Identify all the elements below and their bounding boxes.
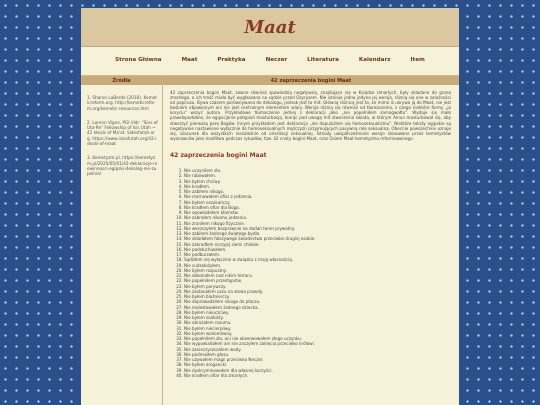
sources-sidebar: [81, 76, 163, 405]
confession-item: 22. Nie popełniłem przestępstw.: [184, 278, 451, 283]
site-header: [81, 8, 459, 47]
confession-item: 16. Nie podsłuchiwałem.: [184, 247, 451, 252]
main-content: [163, 76, 459, 405]
confession-item: 37. Nie używałem magii przeciwko Neczer.: [184, 357, 451, 362]
confession-item: 13. Nie zabiłem żadnego świętego bydła.: [184, 231, 451, 236]
nav-praktyka[interactable]: Praktyka: [217, 57, 246, 63]
site-title: Maat: [244, 16, 296, 38]
confession-item: 18. Sądziłem się wyłącznie w związku z moją własnością.: [184, 257, 451, 262]
confession-item: 32. Nie byłem wielomówny.: [184, 331, 451, 336]
nav-maat[interactable]: Maat: [181, 57, 198, 63]
confession-item: 6. Nie marnowałem ofiar z jedzenia.: [184, 194, 451, 199]
confession-item: 15. Nie zakradłem niczyjej ziemi chlebie.: [184, 242, 451, 247]
list-title: 42 zaprzeczenia bogini Maat: [170, 151, 267, 159]
confession-item: 1. Nie uczyniłem zła.: [184, 168, 451, 173]
confession-item: 29. Nie byłem osobisty.: [184, 315, 451, 320]
confession-item: 24. Nie zastanałem uszu na słowa prawdy.: [184, 289, 451, 294]
confession-item: 25. Nie byłem bluźnierczy.: [184, 294, 451, 299]
source-item[interactable]: 3. Kemetyzm.pl. https://kemetyzm.pl/2025/05/01/42-deklaracje-niewinnosci-egipski-dekalog-nie-zupelnie/: [87, 155, 158, 177]
confession-item: 20. Nie byłem rozpustny.: [184, 268, 451, 273]
confession-item: 12. Nie wkroczyłem bezprawnie na dadań teren prywatny.: [184, 226, 451, 231]
confession-item: 19. Nie cudzołożyłem.: [184, 263, 451, 268]
sources-heading: Źródła: [81, 76, 162, 85]
main-heading: 42 zaprzeczenia bogini Maat: [163, 76, 459, 85]
page-container: [81, 8, 459, 405]
confession-item: 33. Nie popełniłem zła, ani nie obserwowałem złego uczynku.: [184, 336, 451, 341]
confession-item: 28. Nie byłem nieuczciwy.: [184, 310, 451, 315]
confession-item: 36. Nie podnosiłem głosu.: [184, 352, 451, 357]
nav-home[interactable]: Strona Główna: [115, 57, 162, 63]
confession-item: 4. Nie kradłem.: [184, 184, 451, 189]
confession-item: 2. Nie rabowałem.: [184, 173, 451, 178]
confession-item: 40. Nie kradłem ofiar dla zmarłych.: [184, 373, 451, 378]
confession-item: 14. Nie składałem fałszywego świadectwa przeciwko drugiej osobie.: [184, 236, 451, 241]
nav-kalendarz[interactable]: Kalendarz: [358, 57, 391, 63]
article-body: [163, 85, 459, 378]
confession-item: 3. Nie byłem chciwy.: [184, 179, 451, 184]
sources-list: [81, 95, 162, 177]
nav-literatura[interactable]: Literatura: [307, 57, 339, 63]
confession-item: 7. Nie byłem oszukańczy.: [184, 200, 451, 205]
confession-item: 38. Nie byłem arogancki.: [184, 362, 451, 367]
confessions-list: [170, 168, 451, 378]
confession-item: 9. Nie opowiadałem kłamstw.: [184, 210, 451, 215]
intro-paragraph: 42 zaprzeczenia bogini Maat, zwane również spowiedzią negatywną, znajdujące się w Księdze Umarłych, były składane do grona zmarłego, a ich treść miała być wygłaszana na sądzie przed Ozyrysem. Nie istnieje jedna jedyna jej wersja, różnią się one w zależności od papirusu. Bywa czasem porównywana do dekalogu, jednak jest to mit. Główną różnicą jest to, że mimo iż ukrywa ją do Maat, nie jest boskiem objawionym ani nie jest centralnym elementem wiary. Wersja różnią się również od tłumaczenia, z czego niektóre formy „ja koryciu" wszyć autora. Przykładowe tłumaczenie jednej z deklaracji jako „nie popełniłem samogwałtu". Wydaje się mało prawdopodobne, że egipscjanie potępiali masturbację, biorąc pod uwagę mit stworzenia świata, w którym Amun masturbował się, aby stworzyć pierwszą parę Bogów. Innym przykładem jest deklaracja „nie dopuściłem się homoseksualizmu". Niektóre teksty egipskie są negatywnie nastawione wyłącznie do homoseksualnych mężczyzn przyjmujących pasywną rolę seksualną. Obecnie powszechnie uznaje się, szacunek dla wszystkich niezależnie od orientacji seksualnej. Istniały uwspółcześnione wersje stosowane przez kemetystów wyznawców jako modlitwa podczas rytuałów, tzw. 42 cnoty bogini Maat, oraz Osiem Maat kemetyzmu reformowanego.: [170, 90, 451, 141]
nav-neczer[interactable]: Neczer: [265, 57, 288, 63]
confession-item: 39. Nie dyskryminowałem dla własnej korzyści.: [184, 368, 451, 373]
confession-item: 26. Nie doprowadziłem nikogo do płaczu.: [184, 299, 451, 304]
source-item[interactable]: 1. Sharon LaBorde (2018). Kemeticreform.org. http://kemeticreform.org/kemetic-resources.htm: [87, 95, 157, 111]
source-item[interactable]: 2. Lorenn Vigne, PGI Vidr: "Sins of Uta-Re" Fellowship of Isis Utah ~ 42 Ideals of Ma'at. Sidesfutah.org. https://www.isisofutah.org/42-ideals-of-maat: [87, 119, 158, 147]
confession-item: 27. Nie molestowałem żadnego dziecka.: [184, 305, 451, 310]
confession-item: 34. Nie wypowiadałem ani nie zaczyłem zaklęcia przeciwko królowi.: [184, 341, 451, 346]
content-columns: [81, 76, 459, 405]
confession-item: 5. Nie zabiłem nikogo.: [184, 189, 451, 194]
confession-item: 11. Nie zraniłem nikogo fizycznie.: [184, 221, 451, 226]
confession-item: 8. Nie kradłem ofiar dla Boga.: [184, 205, 451, 210]
main-navigation: [81, 51, 459, 69]
confession-item: 30. Nie obrażałem rozumu.: [184, 320, 451, 325]
confession-item: 17. Nie podburzałem.: [184, 252, 451, 257]
confession-item: 35. Nie zanieczyszczałem wody.: [184, 347, 451, 352]
confession-item: 23. Nie byłem porywczy.: [184, 284, 451, 289]
confession-item: 10. Nie zabrałem nikomu jedzenia.: [184, 215, 451, 220]
nav-item[interactable]: Item: [410, 57, 425, 63]
confession-item: 31. Nie byłem niecierpliwy.: [184, 326, 451, 331]
confession-item: 21. Nie dokonałem nad nikim terroru.: [184, 273, 451, 278]
